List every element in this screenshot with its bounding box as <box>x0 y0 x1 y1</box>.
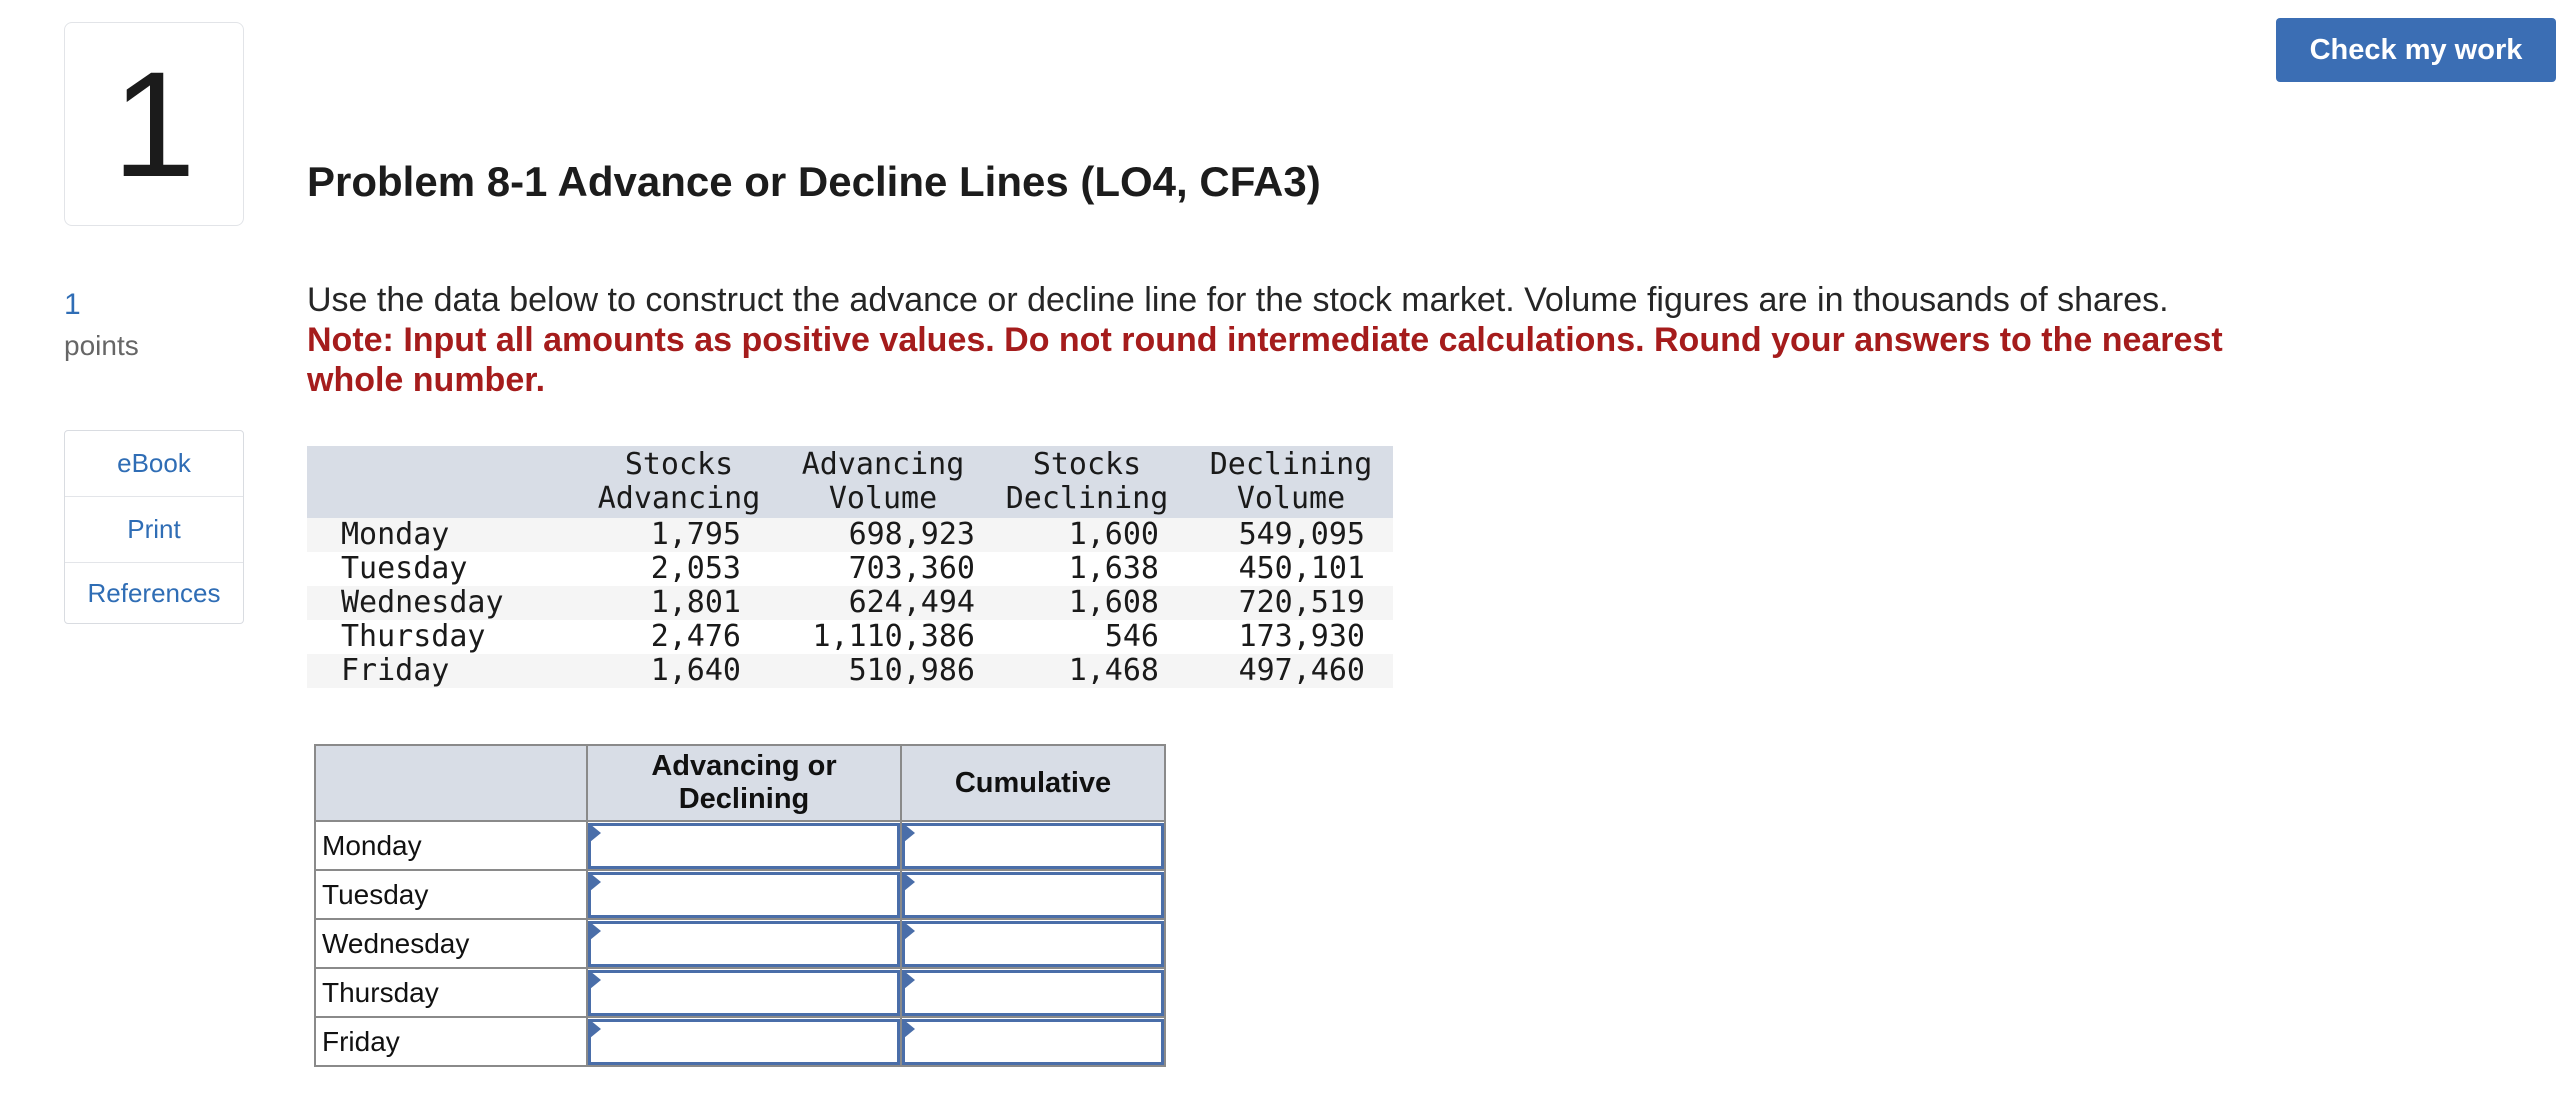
row-day: Thursday <box>307 620 577 654</box>
cumulative-cell <box>901 919 1165 968</box>
header-line: Advancing <box>801 447 965 482</box>
table-row <box>307 518 1393 552</box>
cell-stocks-advancing: 1,801 <box>577 586 781 620</box>
cell-marker-icon <box>590 824 601 842</box>
header-line: Stocks <box>1032 447 1142 482</box>
cumulative-input-wednesday[interactable] <box>902 921 1164 967</box>
header-line: Declining <box>678 783 810 815</box>
cumulative-cell <box>901 821 1165 870</box>
answer-header-row <box>315 745 1165 821</box>
cumulative-input-thursday[interactable] <box>902 970 1164 1016</box>
table-row <box>315 821 1165 870</box>
cell-declining-volume: 173,930 <box>1189 620 1393 654</box>
stock-data-table <box>307 446 1393 688</box>
references-link[interactable]: References <box>87 577 221 608</box>
data-table-header-row <box>307 446 1393 518</box>
answer-header-advancing-declining <box>587 745 901 821</box>
header-line: Stocks <box>624 447 734 482</box>
cell-marker-icon <box>904 922 915 940</box>
advdec-cell <box>587 870 901 919</box>
table-row <box>315 870 1165 919</box>
header-line: Declining <box>1209 447 1373 482</box>
cell-advancing-volume: 510,986 <box>781 654 985 688</box>
row-day: Tuesday <box>307 552 577 586</box>
table-row <box>307 552 1393 586</box>
answer-row-day: Tuesday <box>315 870 587 919</box>
problem-title: Problem 8-1 Advance or Decline Lines (LO4, CFA3) <box>307 158 1321 205</box>
header-line: Advancing <box>597 481 761 516</box>
table-row <box>307 586 1393 620</box>
table-row <box>315 919 1165 968</box>
answer-row-day: Friday <box>315 1017 587 1066</box>
table-row <box>307 654 1393 688</box>
cell-marker-icon <box>590 922 601 940</box>
cell-advancing-volume: 1,110,386 <box>781 620 985 654</box>
row-day: Friday <box>307 654 577 688</box>
advdec-cell <box>587 1017 901 1066</box>
cell-advancing-volume: 624,494 <box>781 586 985 620</box>
answer-row-day: Monday <box>315 821 587 870</box>
data-header-stocks-advancing <box>577 446 781 518</box>
answer-row-day: Wednesday <box>315 919 587 968</box>
answer-row-day: Thursday <box>315 968 587 1017</box>
ebook-link[interactable]: eBook <box>65 431 243 497</box>
points-label: points <box>64 330 139 361</box>
cell-stocks-declining: 1,468 <box>985 654 1189 688</box>
points-value: 1 <box>64 288 81 321</box>
cell-marker-icon <box>590 971 601 989</box>
side-menu <box>64 430 244 624</box>
table-row <box>307 620 1393 654</box>
row-day: Monday <box>307 518 577 552</box>
header-line: Declining <box>1005 481 1169 516</box>
cell-stocks-declining: 1,600 <box>985 518 1189 552</box>
cell-stocks-advancing: 2,476 <box>577 620 781 654</box>
cell-marker-icon <box>904 971 915 989</box>
answer-header-cumulative: Cumulative <box>901 745 1165 821</box>
cell-declining-volume: 720,519 <box>1189 586 1393 620</box>
instructions-text: Use the data below to construct the advance or decline line for the stock market. Volume figures are in thousands of shares. <box>307 281 2169 319</box>
cell-marker-icon <box>590 873 601 891</box>
cell-stocks-declining: 546 <box>985 620 1189 654</box>
cell-marker-icon <box>904 873 915 891</box>
cell-advancing-volume: 698,923 <box>781 518 985 552</box>
table-row <box>315 968 1165 1017</box>
print-link[interactable]: Print <box>65 497 243 563</box>
advdec-cell <box>587 968 901 1017</box>
header-line: Advancing or <box>651 750 837 782</box>
cell-declining-volume: 549,095 <box>1189 518 1393 552</box>
cumulative-input-tuesday[interactable] <box>902 872 1164 918</box>
cell-stocks-advancing: 1,640 <box>577 654 781 688</box>
cell-marker-icon <box>904 824 915 842</box>
answer-table <box>314 744 1166 1067</box>
cell-stocks-advancing: 1,795 <box>577 518 781 552</box>
advdec-cell <box>587 821 901 870</box>
cumulative-input-monday[interactable] <box>902 823 1164 869</box>
cell-declining-volume: 497,460 <box>1189 654 1393 688</box>
data-header-declining-volume <box>1189 446 1393 518</box>
cell-marker-icon <box>590 1020 601 1038</box>
cell-stocks-declining: 1,638 <box>985 552 1189 586</box>
cumulative-cell <box>901 1017 1165 1066</box>
data-header-blank <box>307 446 577 518</box>
note-text: Note: Input all amounts as positive values. Do not round intermediate calculations. Round your answers to the nearest whole number. <box>307 321 2223 399</box>
cumulative-input-friday[interactable] <box>902 1019 1164 1065</box>
advdec-input-thursday[interactable] <box>588 970 900 1016</box>
advdec-input-monday[interactable] <box>588 823 900 869</box>
data-header-stocks-declining <box>985 446 1189 518</box>
table-row <box>315 1017 1165 1066</box>
question-number: 1 <box>64 22 244 226</box>
advdec-input-tuesday[interactable] <box>588 872 900 918</box>
cell-marker-icon <box>904 1020 915 1038</box>
data-header-advancing-volume <box>781 446 985 518</box>
advdec-input-wednesday[interactable] <box>588 921 900 967</box>
header-line: Volume <box>828 481 938 516</box>
instructions <box>307 280 2327 400</box>
cumulative-cell <box>901 870 1165 919</box>
check-my-work-button[interactable]: Check my work <box>2276 18 2556 82</box>
cumulative-cell <box>901 968 1165 1017</box>
answer-header-blank <box>315 745 587 821</box>
cell-advancing-volume: 703,360 <box>781 552 985 586</box>
cell-declining-volume: 450,101 <box>1189 552 1393 586</box>
cell-stocks-declining: 1,608 <box>985 586 1189 620</box>
advdec-cell <box>587 919 901 968</box>
advdec-input-friday[interactable] <box>588 1019 900 1065</box>
cell-stocks-advancing: 2,053 <box>577 552 781 586</box>
header-line: Volume <box>1236 481 1346 516</box>
row-day: Wednesday <box>307 586 577 620</box>
